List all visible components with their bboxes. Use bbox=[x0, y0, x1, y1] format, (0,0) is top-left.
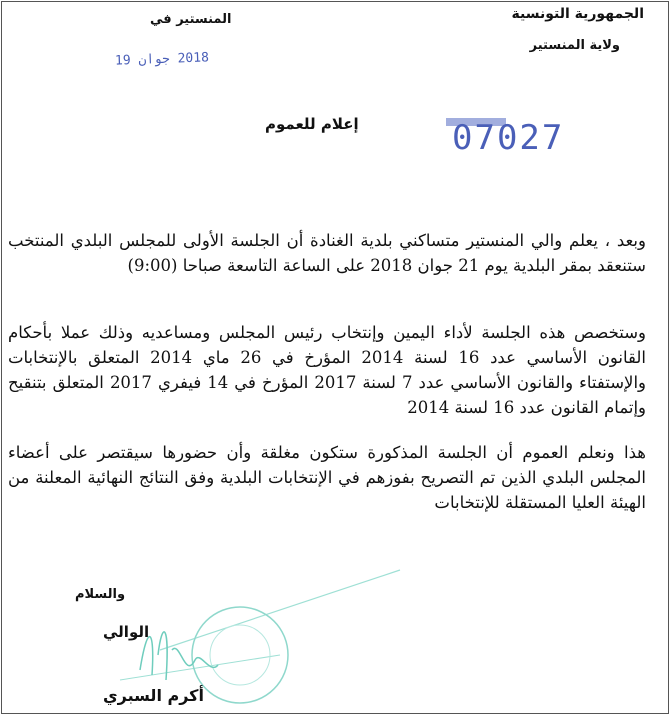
handwritten-signature bbox=[140, 632, 218, 680]
signatory-name: أكرم السبري bbox=[103, 686, 204, 705]
governorate-header: ولاية المنستير bbox=[529, 38, 620, 53]
body-paragraph-3: هذا ونعلم العموم أن الجلسة المذكورة ستكون مغلقة وأن حضورها سيقتصر على أعضاء المجلس البلدي الذين تم التصريح بفوزهم في الإنتخابات البلدية وفق النتائج النهائية المعلنة من الهيئة العليا المستقلة للإنتخابات bbox=[8, 443, 646, 512]
republic-header: الجمهورية التونسية bbox=[511, 6, 644, 22]
reference-number-stamp: 07027 bbox=[452, 118, 565, 158]
body-paragraph-2: وستخصص هذه الجلسة لأداء اليمين وإنتخاب رئيس المجلس ومساعديه وذلك عملا بأحكام القانون الأساسي عدد 16 لسنة 2014 المؤرخ في 26 ماي 2014 المتعلق بالإنتخابات والإستفتاء والقانون الأساسي عدد 7 لسنة 2017 المؤرخ في 14 فيفري 2017 المتعلق بتنقيح وإتمام القانون عدد 16 لسنة 2014 bbox=[8, 323, 646, 417]
document-title: إعلام للعموم bbox=[265, 115, 359, 133]
signatory-role: الوالي bbox=[103, 623, 150, 641]
body-paragraph-1: وبعد ، يعلم والي المنستير متساكني بلدية الغنادة أن الجلسة الأولى للمجلس البلدي المنتخب ستنعقد بمقر البلدية يوم 21 جوان 2018 على الساعة التاسعة صباحا (9:00) bbox=[8, 231, 646, 275]
city-date-line: المنستير في bbox=[150, 12, 232, 27]
date-stamp: 2018 جوان 19 bbox=[114, 50, 210, 69]
official-seal bbox=[192, 607, 288, 703]
salutation: والسلام bbox=[75, 587, 126, 602]
